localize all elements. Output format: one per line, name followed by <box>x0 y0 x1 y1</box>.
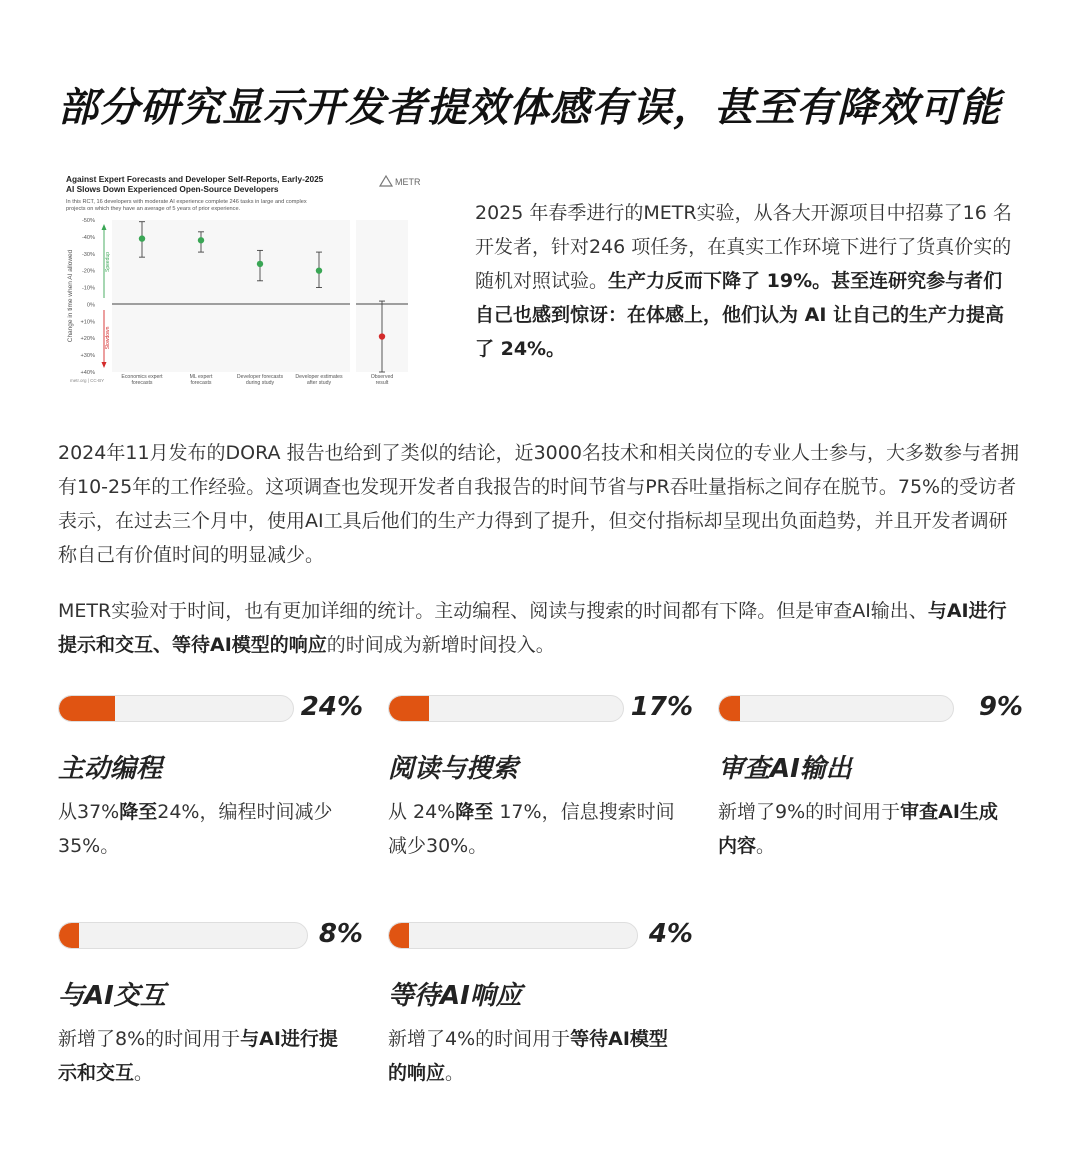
x-category-label: Economics expert <box>121 374 163 380</box>
desc-part: 新增了9%的时间用于 <box>718 801 901 823</box>
progress-track <box>58 922 308 949</box>
page-title: 部分研究显示开发者提效体感有误，甚至有降效可能 <box>58 85 1001 131</box>
stat-card-waiting <box>388 921 693 1090</box>
stat-card-interaction <box>58 921 363 1090</box>
y-tick-label: +10% <box>80 319 95 326</box>
y-tick-label: -20% <box>81 268 95 275</box>
desc-part: 17%，信息搜索时间减少30%。 <box>388 801 675 857</box>
stat-description <box>58 795 353 863</box>
x-category-label: Observed <box>370 374 394 380</box>
stat-bar <box>388 921 693 951</box>
x-category-label: forecasts <box>131 380 153 386</box>
data-point <box>198 237 204 243</box>
stat-percent: 17% <box>630 692 693 722</box>
desc-part: 新增了8%的时间用于 <box>58 1028 241 1050</box>
desc-part: 。 <box>756 835 776 857</box>
y-tick-label: 0% <box>86 302 95 309</box>
data-point <box>139 235 145 241</box>
desc-part: 。 <box>445 1062 465 1084</box>
progress-fill <box>59 923 79 948</box>
progress-fill <box>389 923 409 948</box>
progress-track <box>718 695 954 722</box>
stat-bar <box>58 921 363 951</box>
progress-fill <box>719 696 740 721</box>
stat-bar <box>58 694 363 724</box>
metr-chart <box>60 168 425 394</box>
x-category-label: ML expert <box>189 374 213 380</box>
x-category-label: result <box>375 380 389 386</box>
chart-title-line1: Against Expert Forecasts and Developer Self-Reports, Early-2025 <box>66 174 324 184</box>
y-tick-label: -50% <box>81 218 95 224</box>
stat-percent: 8% <box>318 919 363 949</box>
stat-percent: 4% <box>648 919 693 949</box>
x-category-label: during study <box>245 380 275 386</box>
progress-fill <box>389 696 429 721</box>
metr-time-tail: 的时间成为新增时间投入。 <box>326 634 555 656</box>
desc-part: 新增了4%的时间用于 <box>388 1028 571 1050</box>
chart-title-line2: AI Slows Down Experienced Open-Source Developers <box>66 184 279 194</box>
intro-paragraph <box>475 196 1020 366</box>
stat-card-review <box>718 694 1023 863</box>
metr-logo <box>380 176 421 187</box>
metr-logo-text: METR <box>395 177 421 187</box>
stat-description <box>388 795 683 863</box>
intro-text: 2025 年春季进行的METR实验，从各大开源项目中招募了16 名开发者，针对246 项任务，在真实工作环境下进行了货真价实的随机对照试验。 <box>475 202 1012 292</box>
desc-bold: 与AI进行提示和交互 <box>58 1028 338 1084</box>
metr-time-paragraph <box>58 594 1023 662</box>
progress-track <box>388 922 638 949</box>
stat-title: 审查AI输出 <box>718 754 852 784</box>
chart-footer: metr.org | CC-BY <box>70 378 105 383</box>
desc-part: 24%，编程时间减少35%。 <box>58 801 333 857</box>
y-tick-label: -30% <box>81 251 95 258</box>
stat-title: 等待AI响应 <box>388 981 522 1011</box>
dora-paragraph: 2024年11月发布的DORA 报告也给到了类似的结论，近3000名技术和相关岗位的专业人士参与，大多数参与者拥有10-25年的工作经验。这项调查也发现开发者自我报告的时间节省与PR吞吐量指标之间存在脱节。75%的受访者表示，在过去三个月中，使用AI工具后他们的生产力得到了提升，但交付指标却呈现出负面趋势，并且开发者调研称自己有价值时间的明显减少。 <box>58 442 1019 566</box>
desc-part: 。 <box>134 1062 154 1084</box>
metr-time-text: METR实验对于时间，也有更加详细的统计。主动编程、阅读与搜索的时间都有下降。但是审查AI输出、 <box>58 600 928 622</box>
metr-time-bold: 与AI进行提示和交互、等待AI模型的响应 <box>58 600 1007 656</box>
y-tick-label: +20% <box>80 336 95 343</box>
desc-bold: 审查AI生成内容 <box>718 801 998 857</box>
desc-bold: 等待AI模型的响应 <box>388 1028 668 1084</box>
stat-title: 阅读与搜索 <box>388 754 519 784</box>
stat-card-coding <box>58 694 363 863</box>
y-tick-label: -10% <box>81 285 95 292</box>
desc-part: 从37% <box>58 801 120 823</box>
data-point <box>257 261 263 267</box>
progress-fill <box>59 696 115 721</box>
y-tick-label: +30% <box>80 353 95 360</box>
stat-title: 与AI交互 <box>58 981 166 1011</box>
desc-part: 从 24% <box>388 801 456 823</box>
stat-bar <box>388 694 693 724</box>
data-point <box>316 267 322 273</box>
metr-chart-figure <box>60 168 425 394</box>
stat-description <box>388 1022 683 1090</box>
progress-track <box>388 695 624 722</box>
stat-percent: 9% <box>978 692 1023 722</box>
x-category-label: forecasts <box>190 380 212 386</box>
chart-subtitle-line1: In this RCT, 16 developers with moderate AI experience complete 246 tasks in large and complex <box>66 199 307 205</box>
slowdown-indicator <box>102 310 112 368</box>
y-axis-label: Change in time when AI allowed <box>67 249 74 343</box>
x-category-label: after study <box>306 380 332 386</box>
stat-bar <box>718 694 1023 724</box>
x-category-label: Developer forecasts <box>236 374 284 380</box>
speedup-label: Speedup <box>105 251 111 273</box>
desc-bold: 降至 <box>119 801 158 823</box>
stat-card-reading <box>388 694 693 863</box>
stat-description <box>58 1022 353 1090</box>
x-category-label: Developer estimates <box>295 374 343 380</box>
desc-bold: 降至 <box>455 801 494 823</box>
stat-description <box>718 795 1013 863</box>
slowdown-label: Slowdown <box>105 326 111 350</box>
chart-subtitle-line2: projects on which they have an average of 5 years of prior experience. <box>66 206 241 212</box>
y-tick-label: -40% <box>81 234 95 241</box>
stat-title: 主动编程 <box>58 754 163 784</box>
y-tick-label: +40% <box>80 370 95 376</box>
plot-area <box>112 220 350 372</box>
data-point <box>379 333 385 339</box>
progress-track <box>58 695 294 722</box>
speedup-indicator <box>102 224 112 298</box>
metr-logo-icon <box>380 176 392 186</box>
stat-percent: 24% <box>300 692 363 722</box>
intro-bold: 生产力反而下降了 19%。甚至连研究参与者们自己也感到惊讶：在体感上，他们认为 AI 让自己的生产力提高了 24%。 <box>475 270 1005 360</box>
